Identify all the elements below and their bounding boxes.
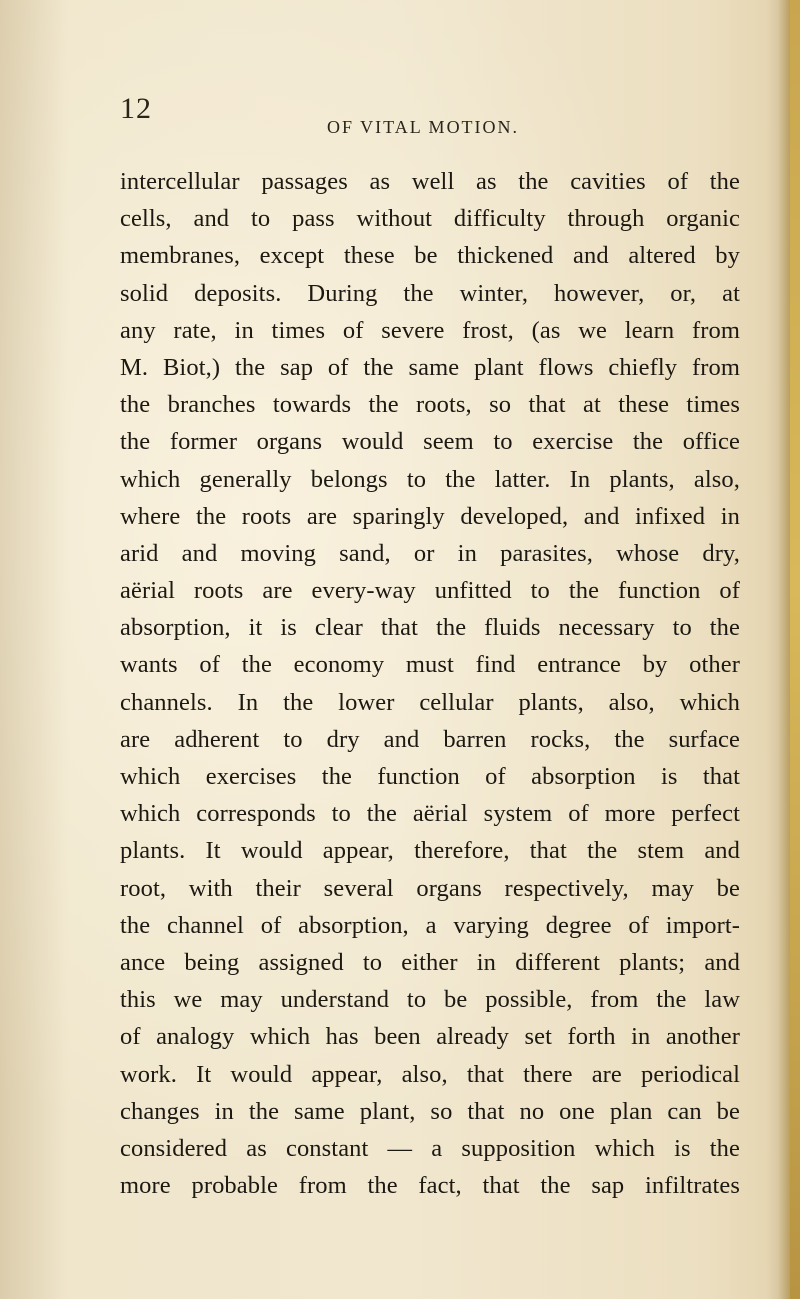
text-line: changes in the same plant, so that no one plan can be [120,1097,740,1125]
text-line: this we may understand to be possible, from the law [120,986,740,1014]
text-line: where the roots are sparingly developed, and infixed in [120,502,740,530]
text-line: any rate, in times of severe frost, (as we learn from [120,316,740,344]
text-line: work. It would appear, also, that there are periodical [120,1060,740,1088]
text-line: of analogy which has been already set forth in another [120,1023,740,1051]
text-line: aërial roots are every-way unfitted to the function of [120,577,740,605]
text-line: are adherent to dry and barren rocks, the surface [120,725,740,753]
text-line: M. Biot,) the sap of the same plant flows chiefly from [120,353,740,381]
text-line: channels. In the lower cellular plants, also, which [120,688,740,716]
text-line: wants of the economy must find entrance by other [120,651,740,679]
page-left-shading [0,0,70,1299]
text-line: cells, and to pass without difficulty through organic [120,205,740,233]
text-line: which exercises the function of absorption is that [120,763,740,790]
page-gilt-edge [790,0,800,1299]
text-line: the branches towards the roots, so that at these times [120,391,740,419]
running-head: OF VITAL MOTION. [327,117,520,137]
text-line: which generally belongs to the latter. In plants, also, [120,465,740,493]
page-number: 12 [120,92,152,125]
text-line: the former organs would seem to exercise the office [120,428,740,456]
text-line: absorption, it is clear that the fluids necessary to the [120,614,740,642]
text-line: which corresponds to the aërial system of more perfect [120,800,740,828]
text-line: plants. It would appear, therefore, that the stem and [120,837,740,865]
body-text [120,163,740,1204]
text-line: arid and moving sand, or in parasites, whose dry, [120,539,740,567]
text-line: solid deposits. During the winter, however, or, at [120,279,740,307]
text-line: intercellular passages as well as the cavities of the [120,168,740,195]
text-line: ance being assigned to either in different plants; and [120,948,740,976]
text-line: the channel of absorption, a varying degree of import- [120,911,740,939]
text-line: considered as constant — a supposition which is the [120,1134,740,1162]
text-line: root, with their several organs respectively, may be [120,874,740,902]
text-line: membranes, except these be thickened and altered by [120,242,740,270]
text-line: more probable from the fact, that the sap infiltrates [120,1172,740,1200]
